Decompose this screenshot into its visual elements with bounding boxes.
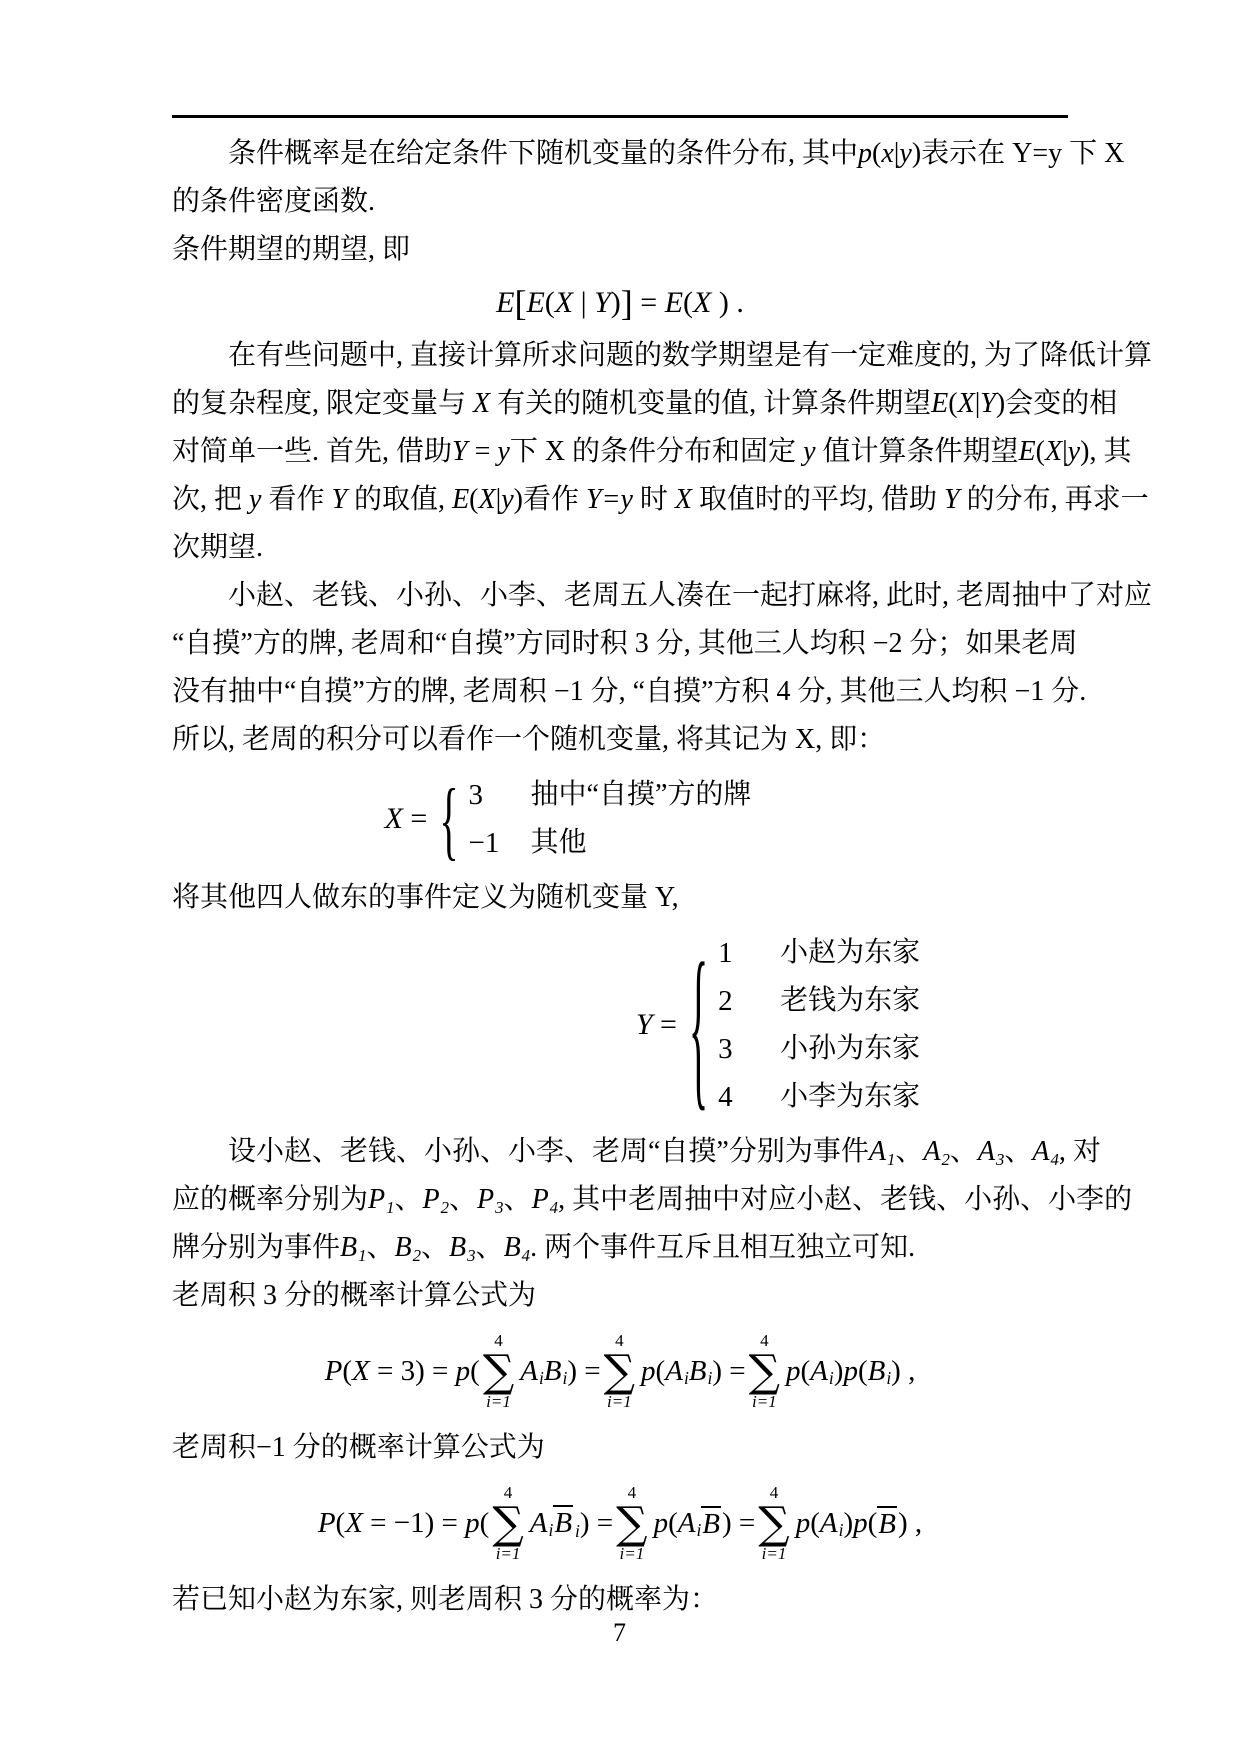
math-token: 若已知小赵为东家, 则老周积 3 分的概率为：: [172, 1584, 719, 1615]
math-token: p: [455, 1355, 471, 1388]
subscript: i: [575, 1520, 580, 1541]
math-token: Y: [635, 1008, 653, 1041]
math-token: 小赵、老钱、小孙、小李、老周五人凑在一起打麻将, 此时, 老周抽中了对应: [228, 580, 1153, 611]
cases-lhs: [385, 802, 428, 836]
math-token: 对简单一些. 首先, 借助: [172, 436, 453, 467]
math-token: 会变的相: [1005, 388, 1118, 419]
subscript: 1: [386, 1197, 395, 1217]
math-token: X: [478, 484, 496, 515]
case-description: 小李为东家: [780, 1081, 921, 1112]
math-token: 牌分别为事件: [172, 1232, 341, 1263]
text-line: [172, 1224, 1068, 1272]
math-token: (: [544, 286, 555, 319]
math-token: 老周积 3 分的概率计算公式为: [172, 1280, 537, 1311]
sigma-icon: ∑: [492, 1498, 524, 1550]
sum-upper-limit: 4: [615, 1331, 624, 1351]
text-line: [172, 1128, 1101, 1176]
math-token: E: [664, 286, 684, 319]
subscript: 1: [358, 1245, 367, 1265]
math-token: ) =: [722, 1507, 756, 1540]
math-token: [701, 1507, 722, 1541]
math-token: [877, 1507, 898, 1541]
math-token: X: [352, 1355, 370, 1388]
formula-content: [325, 1332, 916, 1411]
math-token: $A_i$: [529, 1506, 554, 1541]
formula-content: [318, 1484, 922, 1563]
math-token: 、: [394, 1184, 423, 1215]
math-token: y: [803, 436, 816, 467]
case-description: 小赵为东家: [780, 937, 921, 968]
sum-upper-limit: 4: [760, 1331, 769, 1351]
cases-row: [718, 929, 920, 977]
subscript: i: [886, 1368, 892, 1389]
subscript: i: [696, 1520, 702, 1541]
math-token: 有关的随机变量的值, 计算条件期望: [490, 388, 932, 419]
subscript: 4: [549, 1197, 559, 1217]
subscript: i: [828, 1368, 834, 1389]
math-token: =: [402, 802, 428, 835]
sigma-icon: ∑: [616, 1498, 648, 1550]
math-token: , 其中老周抽中对应小赵、老钱、小孙、小李的: [558, 1184, 1133, 1215]
sum-lower-limit: i=1: [606, 1391, 632, 1411]
case-value: 3: [468, 779, 484, 811]
sum-upper-limit: 4: [627, 1483, 637, 1503]
text-line: [172, 332, 1153, 380]
math-token: 条件期望的期望, 即: [172, 234, 411, 265]
math-token: 、: [949, 1136, 978, 1167]
cases-row: [718, 1073, 920, 1121]
math-token: 取值时的平均, 借助: [692, 484, 945, 515]
sum-upper-limit: 4: [494, 1331, 503, 1351]
subscript: 3: [495, 1197, 504, 1217]
text-line: [172, 668, 1087, 716]
math-token: ): [911, 138, 922, 169]
math-token: ) ,: [898, 1507, 923, 1540]
math-token: |: [573, 286, 595, 319]
math-token: (: [1035, 436, 1045, 467]
math-token: $B_1$: [340, 1232, 367, 1265]
document-body: [172, 130, 1153, 1624]
math-token: (: [470, 1355, 480, 1388]
math-token: 、: [366, 1232, 395, 1263]
math-token: 下 X 的条件分布和固定: [509, 436, 804, 467]
math-token: 老周积−1 分的概率计算公式为: [172, 1432, 545, 1463]
text-line: [172, 1424, 1068, 1472]
math-token: $P_1$: [368, 1184, 395, 1217]
math-token: X: [674, 484, 693, 515]
cases-rows: [469, 771, 752, 867]
summation: [483, 1332, 514, 1411]
math-token: ): [1080, 436, 1090, 467]
math-token: 看作: [261, 484, 332, 515]
math-token: 表示在 Y=y 下 X: [921, 138, 1125, 169]
sigma-icon: ∑: [482, 1346, 515, 1398]
cases-row: [718, 977, 920, 1025]
math-token: E: [452, 484, 470, 515]
math-token: (: [342, 1355, 353, 1388]
math-token: 值计算条件期望: [815, 436, 1019, 467]
sigma-icon: ∑: [603, 1346, 636, 1398]
math-token: y: [899, 138, 912, 169]
math-token: 没有抽中“自摸”方的牌, 老周积 −1 分, “自摸”方积 4 分, 其他三人均积 −1 分.: [172, 676, 1087, 707]
math-token: p: [795, 1507, 811, 1540]
case-description: 抽中“自摸”方的牌: [530, 779, 752, 810]
math-token: E: [1018, 436, 1036, 467]
case-value: −1: [468, 827, 500, 859]
header-rule: [172, 115, 1068, 118]
math-token: X: [693, 286, 712, 319]
sum-lower-limit: i=1: [619, 1543, 645, 1563]
math-token: 的条件密度函数.: [172, 186, 376, 217]
math-token: , 对: [1058, 1136, 1101, 1167]
math-token: X: [345, 1507, 363, 1540]
text-line: [172, 620, 1078, 668]
math-token: (: [683, 286, 694, 319]
math-token: =: [652, 1008, 677, 1041]
math-token: (: [469, 484, 479, 515]
summation: [758, 1484, 789, 1563]
subscript: i: [707, 1368, 713, 1389]
math-token: 的取值,: [347, 484, 453, 515]
math-token: (: [857, 1355, 868, 1388]
math-token: $A_4$: [1032, 1136, 1059, 1169]
math-token: $A_i$: [520, 1354, 544, 1389]
math-token: $A_1$: [868, 1136, 896, 1169]
math-token: [553, 1506, 580, 1542]
case-value: 1: [718, 937, 733, 969]
math-token: 、: [449, 1184, 478, 1215]
math-token: x: [881, 138, 894, 169]
sigma-icon: ∑: [748, 1346, 781, 1398]
summation: [492, 1484, 523, 1563]
math-token: X: [1044, 436, 1063, 467]
math-token: 看作: [522, 484, 586, 515]
subscript: 2: [941, 1149, 950, 1169]
cases-formula: [120, 764, 1016, 874]
case-value: 2: [718, 985, 733, 1017]
math-token: ): [610, 286, 621, 319]
math-token: |: [495, 484, 502, 515]
case-description: 小孙为东家: [780, 1033, 921, 1064]
math-token: $A_2$: [923, 1136, 950, 1169]
formula-line: [172, 274, 1068, 332]
math-token: 、: [475, 1232, 504, 1263]
text-line: [172, 380, 1118, 428]
text-line: [172, 716, 1068, 764]
formula-content: [496, 282, 744, 324]
page-number: 7: [613, 1618, 627, 1647]
case-description: 其他: [530, 827, 587, 858]
sum-lower-limit: i=1: [761, 1543, 787, 1563]
math-token: y: [1067, 436, 1081, 467]
math-token: = −1) =: [362, 1507, 466, 1540]
math-token: 设小赵、老钱、小孙、小李、老周“自摸”分别为事件: [228, 1136, 869, 1167]
sum-upper-limit: 4: [503, 1483, 513, 1503]
text-line: [172, 178, 1068, 226]
case-value: 4: [718, 1081, 733, 1113]
math-token: ) =: [712, 1355, 746, 1388]
math-token: ): [843, 1507, 854, 1540]
math-token: y: [249, 484, 262, 515]
summation: [616, 1484, 647, 1563]
math-token: Y: [944, 484, 960, 515]
math-token: y: [497, 436, 510, 467]
math-token: p: [641, 1355, 656, 1388]
math-token: ) =: [567, 1355, 601, 1388]
math-token: ) ,: [891, 1355, 916, 1388]
subscript: 3: [467, 1245, 476, 1265]
case-description: 老钱为东家: [780, 985, 921, 1016]
text-line: [172, 1176, 1133, 1224]
summation: [749, 1332, 780, 1411]
text-line: [172, 874, 1068, 922]
subscript: i: [538, 1368, 544, 1389]
overbar-symbol: B: [878, 1507, 896, 1540]
subscript: 4: [521, 1245, 531, 1265]
math-token: 、: [1004, 1136, 1033, 1167]
subscript: 2: [412, 1245, 422, 1265]
subscript: 4: [1050, 1149, 1059, 1169]
cases-lhs: [636, 1008, 677, 1042]
math-token: X: [384, 802, 403, 835]
math-token: 时: [632, 484, 675, 515]
text-line: [172, 130, 1125, 178]
sigma-icon: ∑: [758, 1498, 790, 1550]
brace-icon: {: [688, 923, 709, 1127]
math-token: (: [668, 1507, 678, 1540]
summation: [604, 1332, 635, 1411]
math-token: $P_3$: [477, 1184, 504, 1217]
math-token: E: [496, 286, 515, 319]
subscript: 1: [886, 1149, 896, 1169]
text-line: [172, 1576, 1068, 1624]
math-token: |: [1062, 436, 1068, 467]
math-token: Y: [594, 286, 611, 319]
math-token: $A_3$: [977, 1136, 1005, 1169]
math-token: E: [526, 286, 545, 319]
formula-line: [172, 1320, 1068, 1424]
text-line: [172, 1272, 1068, 1320]
math-token: ): [833, 1355, 844, 1388]
sum-lower-limit: i=1: [495, 1543, 521, 1563]
math-token: $B_i$: [867, 1354, 892, 1389]
math-token: p: [853, 1507, 868, 1540]
math-token: =: [632, 286, 665, 319]
sum-upper-limit: 4: [769, 1483, 779, 1503]
subscript: 2: [440, 1197, 450, 1217]
math-token: 、: [503, 1184, 532, 1215]
math-token: X: [554, 286, 574, 319]
brace-icon: {: [439, 769, 459, 869]
math-token: 次, 把: [172, 484, 250, 515]
sum-lower-limit: i=1: [486, 1391, 511, 1411]
subscript: i: [683, 1368, 689, 1389]
math-token: y: [501, 484, 514, 515]
math-token: = 3) =: [369, 1355, 456, 1388]
text-line: [172, 524, 1068, 572]
math-token: |: [893, 138, 900, 169]
math-token: ): [995, 388, 1006, 419]
text-line: [172, 572, 1153, 620]
math-token: (: [948, 388, 958, 419]
math-token: 应的概率分别为: [172, 1184, 369, 1215]
math-token: $P_2$: [422, 1184, 450, 1217]
math-token: p: [843, 1355, 858, 1388]
cases-formula: [330, 922, 1226, 1128]
math-token: |: [974, 388, 981, 419]
math-token: X: [957, 388, 975, 419]
math-token: 条件概率是在给定条件下随机变量的条件分布, 其中: [228, 138, 859, 169]
math-token: $P_4$: [531, 1184, 559, 1217]
math-token: ) =: [579, 1507, 614, 1540]
cases-rows: [718, 929, 920, 1121]
math-token: p: [465, 1507, 480, 1540]
cases-row: [469, 771, 752, 819]
overbar-symbol: B: [702, 1507, 721, 1540]
math-token: 、: [895, 1136, 924, 1167]
math-token: 在有些问题中, 直接计算所求问题的数学期望是有一定难度的, 为了降低计算: [228, 340, 1153, 371]
math-token: (: [872, 138, 882, 169]
math-token: ) .: [711, 286, 744, 319]
math-token: , 其: [1089, 436, 1132, 467]
text-line: [172, 476, 1149, 524]
subscript: 3: [996, 1149, 1005, 1169]
math-token: $B_3$: [449, 1232, 476, 1265]
math-token: $B_i$: [688, 1354, 713, 1389]
math-token: ]: [620, 283, 633, 323]
math-token: ): [513, 484, 523, 515]
math-token: =: [467, 436, 498, 467]
math-token: $A_i$: [665, 1354, 689, 1389]
math-token: $B_2$: [394, 1232, 422, 1265]
math-token: p: [653, 1507, 669, 1540]
math-token: $B_i$: [543, 1354, 568, 1389]
math-token: Y: [980, 388, 996, 419]
text-line: [172, 428, 1132, 476]
case-value: 3: [718, 1033, 733, 1065]
math-token: p: [786, 1355, 801, 1388]
math-token: . 两个事件互斥且相互独立可知.: [530, 1232, 916, 1263]
math-token: P: [324, 1355, 343, 1388]
math-token: 、: [421, 1232, 450, 1263]
math-token: P: [317, 1507, 336, 1540]
subscript: i: [548, 1520, 554, 1541]
subscript: i: [562, 1368, 568, 1389]
math-token: (: [479, 1507, 490, 1540]
math-token: Y=y: [586, 484, 633, 515]
math-token: 次期望.: [172, 532, 264, 563]
math-token: $A_i$: [677, 1506, 702, 1541]
math-token: (: [655, 1355, 666, 1388]
math-token: 的分布, 再求一: [959, 484, 1149, 515]
math-token: $A_i$: [810, 1354, 834, 1389]
math-token: (: [335, 1507, 346, 1540]
math-token: [: [514, 283, 527, 323]
overbar-symbol: B: [554, 1507, 573, 1540]
math-token: (: [867, 1507, 878, 1540]
math-token: Y: [331, 484, 348, 515]
math-token: (: [810, 1507, 820, 1540]
math-token: 所以, 老周的积分可以看作一个随机变量, 将其记为 X, 即：: [172, 724, 886, 755]
math-token: $A_i$: [819, 1506, 844, 1541]
math-token: X: [473, 388, 491, 419]
math-token: “自摸”方的牌, 老周和“自摸”方同时积 3 分, 其他三人均积 −2 分；如果老周: [172, 628, 1078, 659]
math-token: p: [858, 138, 873, 169]
math-token: 的复杂程度, 限定变量与: [172, 388, 474, 419]
cases-row: [718, 1025, 920, 1073]
cases-row: [469, 819, 752, 867]
sum-lower-limit: i=1: [751, 1391, 777, 1411]
math-token: $B_4$: [503, 1232, 531, 1265]
math-token: E: [931, 388, 949, 419]
math-token: Y: [452, 436, 468, 467]
math-token: 将其他四人做东的事件定义为随机变量 Y,: [172, 882, 679, 913]
text-line: [172, 226, 1068, 274]
math-token: (: [800, 1355, 811, 1388]
formula-line: [172, 1472, 1068, 1576]
subscript: i: [838, 1520, 844, 1541]
